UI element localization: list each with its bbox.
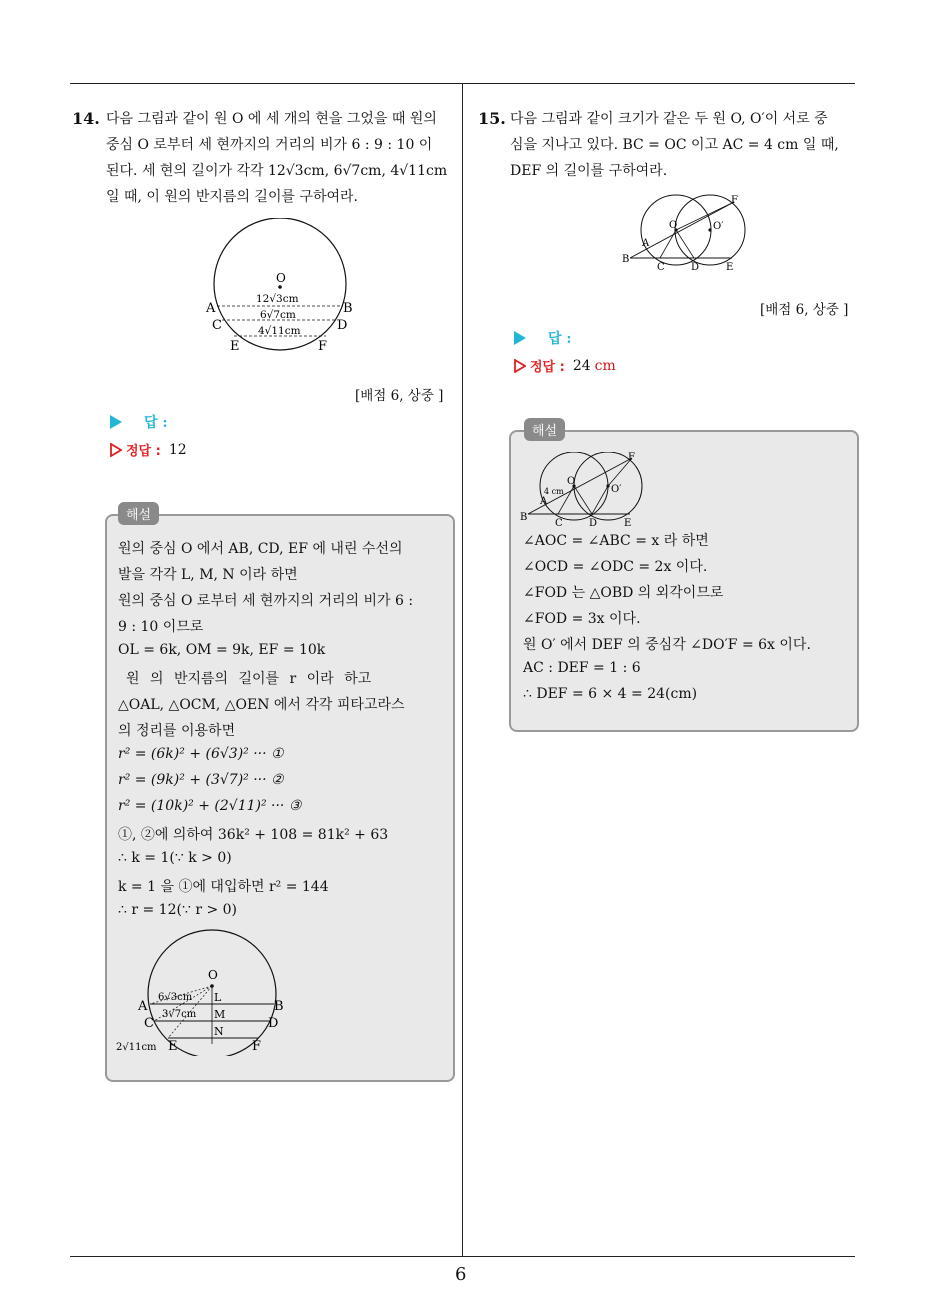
correct-label: 정답 : (530, 360, 565, 375)
problem-14-explanation-figure (112, 926, 292, 1056)
explanation-line: AC : DEF = 1 : 6 (523, 660, 641, 676)
fig-label-D: D (691, 262, 700, 273)
fig-label-ab: 12√3cm (256, 293, 299, 305)
fig2-label-D: D (589, 518, 598, 529)
explanation-tab: 해설 (524, 418, 565, 441)
fig-label-ef: 4√11cm (258, 325, 301, 337)
explanation-line: r² = (10k)² + (2√11)² ··· ③ (118, 798, 302, 814)
explanation-line: 의 정리를 이용하면 (118, 723, 236, 739)
fig2-label-E: E (168, 1039, 178, 1054)
fig2-label-A: A (138, 999, 148, 1014)
question-line: DEF 의 길이를 구하여라. (510, 163, 668, 179)
explanation-line: k = 1 을 ①에 대입하면 r² = 144 (118, 879, 329, 895)
question-line: 다음 그림과 같이 원 O 에 세 개의 현을 그었을 때 원의 (106, 111, 437, 127)
fig-label-E: E (726, 262, 734, 273)
fig2-label-M: M (214, 1008, 226, 1021)
fig2-label-B: B (520, 512, 528, 523)
question-line: 심을 지나고 있다. BC = OC 이고 AC = 4 cm 일 때, (510, 137, 839, 153)
question-line: 중심 O 로부터 세 현까지의 거리의 비가 6 : 9 : 10 이 (106, 137, 433, 153)
fig2-label-O: O (567, 476, 576, 487)
play-triangle-icon (110, 415, 122, 429)
fig-label-O: O (669, 220, 678, 231)
fig-label-B: B (622, 254, 630, 265)
explanation-line: △OAL, △OCM, △OEN 에서 각각 피타고라스 (118, 697, 405, 713)
fig2-label-len: 4 cm (544, 487, 564, 496)
explanation-line: OL = 6k, OM = 9k, EF = 10k (118, 642, 326, 658)
explanation-line: 원 O′ 에서 DEF 의 중심각 ∠DO′F = 6x 이다. (523, 637, 811, 653)
problem-14-meta: [배점 6, 상중 ] (355, 388, 444, 404)
fig-label-O: O (276, 271, 286, 285)
outline-triangle-icon (514, 359, 526, 373)
fig2-label-C: C (555, 518, 563, 529)
explanation-line: ∴ r = 12(∵ r > 0) (118, 902, 238, 918)
fig2-label-L: L (214, 991, 222, 1004)
problem-14-number: 14. (72, 109, 100, 128)
explanation-line: 원 의 반지름의 길이를 r 이라 하고 (126, 671, 372, 687)
fig2-label-C: C (144, 1016, 154, 1031)
fig2-label-e: 2√11cm (116, 1042, 157, 1053)
problem-14-answer (110, 412, 168, 432)
problem-15-figure (620, 192, 750, 274)
explanation-line: ∠OCD = ∠ODC = 2x 이다. (523, 559, 708, 575)
explanation-line: ∠AOC = ∠ABC = x 라 하면 (523, 533, 709, 549)
problem-15-correct (514, 356, 616, 375)
problem-14-question (106, 106, 458, 210)
explanation-line: ①, ②에 의하여 36k² + 108 = 81k² + 63 (118, 827, 389, 843)
fig2-label-F: F (252, 1039, 262, 1054)
correct-unit: cm (594, 357, 616, 374)
explanation-line: 발을 각각 L, M, N 이라 하면 (118, 567, 298, 583)
problem-15-question (510, 106, 860, 184)
explanation-tab: 해설 (118, 502, 159, 525)
correct-value: 24 (572, 357, 591, 374)
fig-label-D: D (337, 318, 348, 333)
explanation-line: 원의 중심 O 에서 AB, CD, EF 에 내린 수선의 (118, 541, 403, 557)
outline-triangle-icon (110, 443, 122, 457)
fig2-label-E: E (624, 518, 632, 529)
fig2-label-c: 3√7cm (162, 1009, 197, 1020)
problem-14-correct (110, 440, 187, 459)
problem-15-explanation-figure (518, 452, 648, 530)
problem-15-answer (514, 328, 572, 348)
fig2-label-A: A (540, 496, 548, 507)
fig-label-O2: O′ (713, 221, 724, 232)
fig2-label-N: N (214, 1025, 224, 1038)
correct-value: 12 (168, 441, 187, 458)
fig-label-C: C (657, 262, 665, 273)
question-line: 된다. 세 현의 길이가 각각 12√3cm, 6√7cm, 4√11cm (106, 163, 448, 179)
fig2-label-F: F (628, 452, 635, 463)
fig2-label-B: B (274, 999, 284, 1014)
fig-label-B: B (343, 301, 353, 316)
fig-label-cd: 6√7cm (260, 309, 296, 321)
answer-label: 답 : (548, 331, 572, 347)
fig2-label-O2: O′ (611, 484, 622, 495)
correct-label: 정답 : (126, 444, 161, 459)
problem-14-figure (200, 218, 370, 358)
fig-label-E: E (230, 339, 240, 354)
fig-label-A: A (206, 301, 216, 316)
problem-15-meta: [배점 6, 상중 ] (760, 302, 849, 318)
column-divider (462, 84, 463, 1256)
question-line: 일 때, 이 원의 반지름의 길이를 구하여라. (106, 189, 358, 205)
page-number: 6 (455, 1264, 467, 1285)
fig-label-C: C (212, 318, 222, 333)
explanation-line: r² = (6k)² + (6√3)² ··· ① (118, 746, 284, 762)
fig-label-F: F (731, 195, 738, 206)
play-triangle-icon (514, 331, 526, 345)
question-line: 다음 그림과 같이 크기가 같은 두 원 O, O′이 서로 중 (510, 111, 828, 127)
fig2-label-a: 6√3cm (158, 992, 193, 1003)
bottom-rule (70, 1256, 855, 1257)
explanation-line: 9 : 10 이므로 (118, 619, 204, 635)
fig2-label-O: O (208, 968, 218, 982)
answer-label: 답 : (144, 415, 168, 431)
explanation-line: 원의 중심 O 로부터 세 현까지의 거리의 비가 6 : (118, 593, 414, 609)
explanation-line: ∴ k = 1(∵ k > 0) (118, 850, 232, 866)
fig2-label-D: D (268, 1016, 279, 1031)
explanation-line: r² = (9k)² + (3√7)² ··· ② (118, 772, 284, 788)
explanation-line: ∴ DEF = 6 × 4 = 24(cm) (523, 686, 698, 702)
problem-15-number: 15. (478, 109, 506, 128)
fig-label-F: F (318, 339, 328, 354)
explanation-line: ∠FOD 는 △OBD 의 외각이므로 (523, 585, 724, 601)
fig-label-A: A (642, 238, 650, 249)
explanation-line: ∠FOD = 3x 이다. (523, 611, 641, 627)
